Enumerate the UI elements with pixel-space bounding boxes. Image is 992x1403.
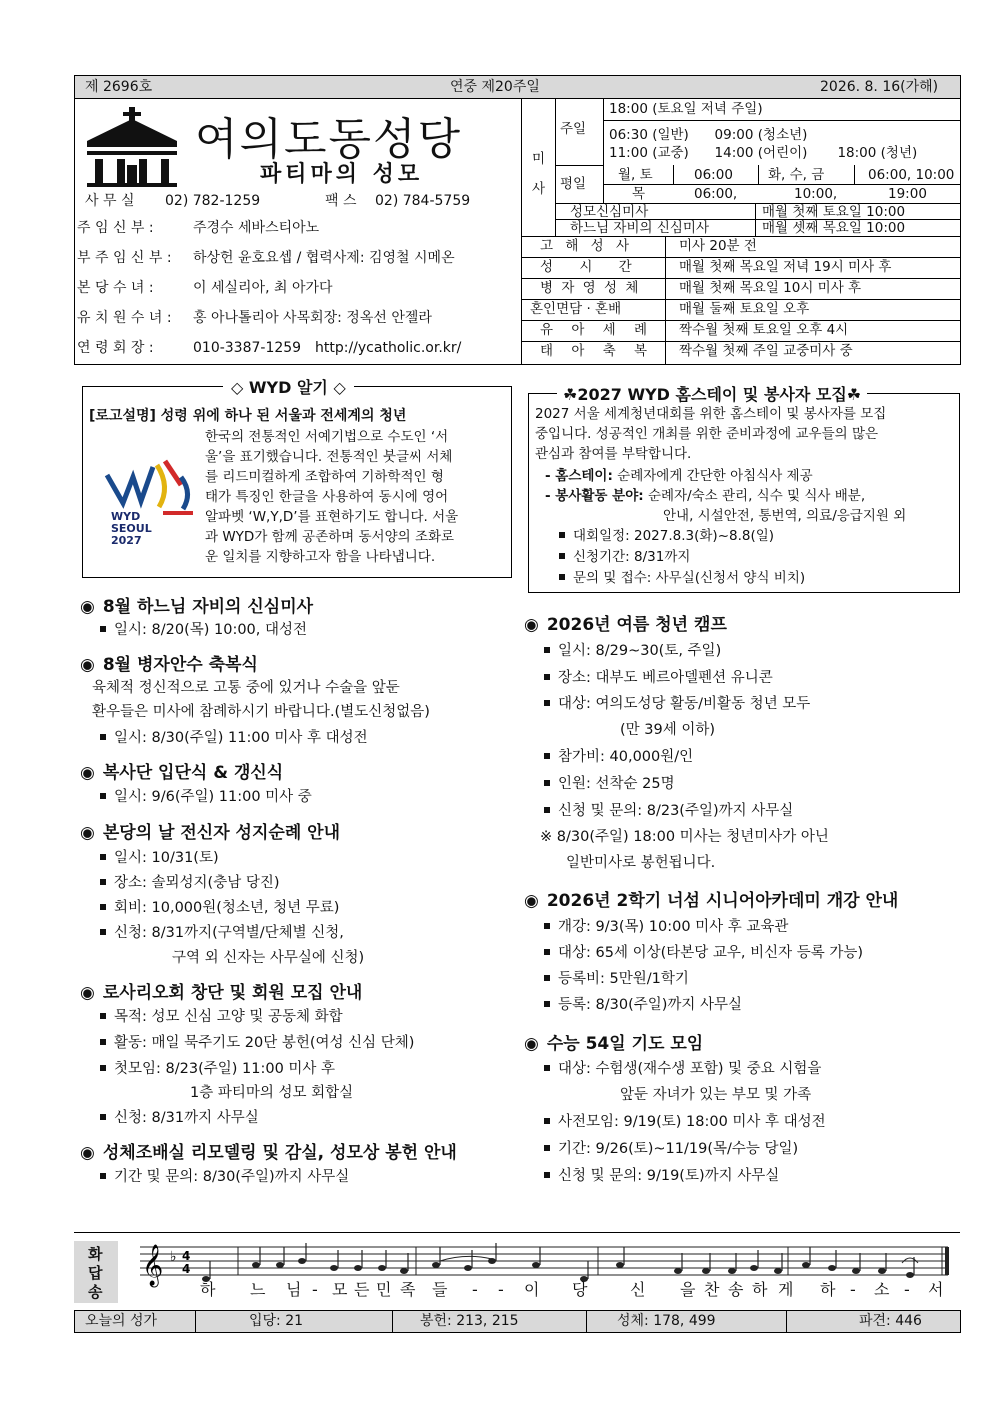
section-item: 대상: 65세 이상(타본당 교우, 비신자 등록 가능) — [544, 941, 863, 962]
section-item: 활동: 매일 묵주기도 20단 봉헌(여성 신심 단체) — [100, 1031, 414, 1052]
section-item: 대상: 수험생(재수생 포함) 및 중요 시험을 — [544, 1057, 821, 1078]
sacrament-time: 짝수월 첫째 토요일 오후 4시 — [679, 322, 849, 338]
psalm-lyrics: 하 느 님 - 모 든 민 족 들 - - 이 당 신 을 찬 송 하 게 하 - 소 - 서 — [200, 1280, 944, 1299]
section-item: 인원: 선착순 25명 — [544, 772, 675, 793]
staff-value: 010-3387-1259 — [193, 340, 302, 356]
section-title: ◉ 로사리오회 창단 및 회원 모집 안내 — [80, 983, 363, 1003]
staff-label: 유 치 원 수 녀 : — [77, 310, 172, 326]
wyd-text-line: 운 일치를 지향하고자 함을 나타냅니다. — [205, 549, 436, 565]
special-mass-name: 하느님 자비의 신심미사 — [570, 220, 709, 236]
staff-value: 주경수 세바스티아노 — [193, 220, 320, 236]
staff-label: 주 임 신 부 : — [77, 220, 154, 236]
section-title: ◉ 본당의 날 전신자 성지순례 안내 — [80, 823, 341, 843]
sacrament-time: 짝수월 첫째 주일 교중미사 중 — [679, 343, 853, 359]
psalm-area — [74, 1232, 960, 1309]
section-item: 대상: 여의도성당 활동/비활동 청년 모두 — [544, 692, 810, 713]
section-item: 사전모임: 9/19(토) 18:00 미사 후 대성전 — [544, 1110, 826, 1131]
section-title: ◉ 2026년 여름 청년 캠프 — [524, 615, 727, 635]
wyd-text-line: 알파벳 ‘W,Y,D’를 표현하기도 합니다. 서울 — [205, 509, 459, 525]
section-item: 신청: 8/31까지 사무실 — [100, 1106, 259, 1127]
section-title: ◉ 8월 하느님 자비의 신심미사 — [80, 597, 314, 617]
header-box — [74, 98, 961, 365]
hymn-recessional: 파견: 446 — [859, 1313, 922, 1329]
website-link[interactable]: http://ycatholic.or.kr/ — [315, 340, 462, 356]
weekday-days: 월, 토 — [618, 167, 653, 183]
svg-text:4: 4 — [182, 1249, 191, 1263]
section-item: 기간: 9/26(토)~11/19(목/수능 당일) — [544, 1137, 798, 1158]
section-item: 신청 및 문의: 8/23(주일)까지 사무실 — [544, 799, 793, 820]
section-item: 일시: 8/29~30(토, 주일) — [544, 639, 721, 660]
parish-subtitle: 파티마의 성모 — [260, 162, 424, 187]
mass-label: 미 사 — [532, 151, 546, 197]
homestay-box-title: ☘2027 WYD 홈스테이 및 봉사자 모집☘ — [557, 382, 867, 405]
section-item: 첫모임: 8/23(주일) 11:00 미사 후 — [100, 1057, 335, 1078]
sacrament-time: 미사 20분 전 — [679, 238, 757, 254]
wyd-logo-text: 2027 — [111, 534, 142, 547]
section-item-cont: 1층 파티마의 성모 회합실 — [190, 1085, 354, 1101]
section-note: ※ 8/30(주일) 18:00 미사는 청년미사가 아닌 — [540, 829, 829, 845]
homestay-bullet: 신청기간: 8/31까지 — [559, 549, 690, 566]
hymn-offertory: 봉헌: 213, 215 — [420, 1313, 519, 1329]
homestay-text: 중입니다. 성공적인 개최를 위한 준비과정에 교우들의 많은 — [535, 426, 879, 442]
staff-value: 하상헌 윤호요셉 / 협력사제: 김영철 시메온 — [193, 250, 455, 266]
hymn-communion: 성체: 178, 499 — [617, 1313, 716, 1329]
section-item: 장소: 대부도 베르아델펜션 유니콘 — [544, 666, 773, 687]
weekday-time: 19:00 — [888, 186, 927, 202]
sacrament-time: 매월 첫째 목요일 저녁 19시 미사 후 — [679, 259, 892, 275]
issue-date: 2026. 8. 16(가해) — [820, 79, 939, 95]
section-item: 장소: 솔뫼성지(충남 당진) — [100, 871, 280, 892]
section-item: 목적: 성모 신심 고양 및 공동체 화합 — [100, 1005, 343, 1026]
sacrament-name: 고 해 성 사 — [540, 238, 630, 254]
homestay-bullet: 문의 및 접수: 사무실(신청서 양식 비치) — [559, 570, 805, 587]
section-text: 환우들은 미사에 참례하시기 바랍니다.(별도신청없음) — [92, 704, 430, 720]
wyd-logo-text: WYD — [111, 510, 141, 523]
sunday-label: 주일 — [560, 121, 587, 137]
wyd-info-box — [82, 378, 512, 578]
section-item: 기간 및 문의: 8/30(주일)까지 사무실 — [100, 1165, 349, 1186]
staff-label: 본 당 수 녀 : — [77, 280, 154, 296]
sacrament-name: 혼인면담 · 혼배 — [530, 301, 622, 317]
psalm-label: 화 답 송 — [74, 1241, 118, 1303]
office-label: 사 무 실 — [85, 193, 135, 209]
section-item: 일시: 9/6(주일) 11:00 미사 중 — [100, 785, 312, 806]
section-item: 일시: 8/30(주일) 11:00 미사 후 대성전 — [100, 726, 368, 747]
section-title: ◉ 2026년 2학기 너섬 시니어아카데미 개강 안내 — [524, 891, 899, 911]
section-item: 등록비: 5만원/1학기 — [544, 967, 689, 988]
weekday-time: 06:00, — [694, 186, 738, 202]
staff-label: 부 주 임 신 부 : — [77, 250, 172, 266]
sacrament-name: 성 시 간 — [540, 259, 632, 275]
hymn-entrance: 입당: 21 — [249, 1313, 304, 1329]
section-item: 일시: 10/31(토) — [100, 846, 219, 867]
section-title: ◉ 8월 병자안수 축복식 — [80, 655, 258, 675]
svg-text:𝄞: 𝄞 — [142, 1245, 164, 1286]
homestay-text: 관심과 참여를 부탁합니다. — [535, 446, 692, 462]
sunday-mass-row: 11:00 (교중) 14:00 (어린이) 18:00 (청년) — [609, 145, 918, 161]
section-item: 신청: 8/31까지(구역별/단체별 신청, — [100, 921, 344, 942]
section-item-cont: 구역 외 신자는 사무실에 신청) — [172, 950, 365, 966]
fax-number: 02) 784-5759 — [375, 193, 471, 209]
wyd-box-heading: [로고설명] 성령 위에 하나 된 서울과 전세계의 청년 — [89, 408, 407, 424]
issue-number: 제 2696호 — [85, 79, 153, 95]
section-item: 신청 및 문의: 9/19(토)까지 사무실 — [544, 1164, 779, 1185]
homestay-box — [528, 385, 960, 593]
sunday-mass-row: 06:30 (일반) 09:00 (청소년) — [609, 127, 808, 143]
volunteer-item: - 봉사활동 분야: 순례자/숙소 관리, 식수 및 식사 배분, — [545, 488, 866, 504]
weekday-time: 06:00 — [694, 167, 733, 183]
weekday-time: 10:00, — [794, 186, 838, 202]
special-mass-time: 매월 첫째 토요일 10:00 — [762, 204, 906, 220]
wyd-text-line: 를 리드미컬하게 조합하여 기하학적인 형 — [205, 469, 444, 485]
wyd-text-line: 태가 특징인 한글을 사용하여 동시에 영어 — [205, 489, 449, 505]
homestay-item: - 홈스테이: 순례자에게 간단한 아침식사 제공 — [545, 468, 813, 484]
church-icon — [87, 107, 177, 187]
section-item: 참가비: 40,000원/인 — [544, 745, 693, 766]
wyd-text-line: 과 WYD가 함께 공존하며 동서양의 조화로 — [205, 529, 455, 545]
weekday-days: 화, 수, 금 — [768, 167, 825, 183]
mass-schedule — [521, 99, 961, 364]
liturgical-day: 연중 제20주일 — [450, 79, 540, 95]
section-note: 일반미사로 봉헌됩니다. — [566, 855, 716, 871]
sacrament-name: 병 자 영 성 체 — [540, 280, 639, 296]
weekday-days: 목 — [632, 186, 646, 202]
issue-bar — [74, 75, 961, 99]
sacrament-name: 태 아 축 복 — [540, 343, 648, 359]
weekday-label: 평일 — [560, 176, 587, 192]
section-item-cont: 앞둔 자녀가 있는 부모 및 가족 — [620, 1087, 812, 1103]
section-title: ◉ 성체조배실 리모델링 및 감실, 성모상 봉헌 안내 — [80, 1143, 457, 1163]
section-item: 일시: 8/20(목) 10:00, 대성전 — [100, 618, 307, 639]
sunday-mass-row: 18:00 (토요일 저녁 주일) — [609, 101, 763, 117]
hymn-label: 오늘의 성가 — [85, 1313, 158, 1329]
wyd-box-title: ◇ WYD 알기 ◇ — [223, 375, 354, 398]
hymn-bar — [74, 1310, 961, 1333]
section-text: 육체적 정신적으로 고통 중에 있거나 수술을 앞둔 — [92, 680, 400, 696]
volunteer-item-cont: 안내, 시설안전, 통번역, 의료/응급지원 외 — [663, 508, 907, 524]
homestay-text: 2027 서울 세계청년대회를 위한 홈스테이 및 봉사자를 모집 — [535, 406, 887, 422]
section-item: 회비: 10,000원(청소년, 청년 무료) — [100, 896, 339, 917]
weekday-time: 06:00, 10:00 — [868, 167, 955, 183]
staff-value: 이 세실리아, 최 아가다 — [193, 280, 333, 296]
section-title: ◉ 복사단 입단식 & 갱신식 — [80, 763, 284, 783]
section-item-cont: (만 39세 이하) — [620, 722, 716, 738]
homestay-bullet: 대회일정: 2027.8.3(화)~8.8(일) — [559, 528, 774, 545]
staff-value: 홍 아나톨리아 사목회장: 정옥선 안젤라 — [193, 310, 432, 326]
svg-text:4: 4 — [182, 1262, 191, 1276]
sacrament-time: 매월 첫째 목요일 10시 미사 후 — [679, 280, 862, 296]
wyd-text-line: 한국의 전통적인 서예기법으로 수도인 ‘서 — [205, 429, 449, 445]
staff-label: 연 령 회 장 : — [77, 340, 154, 356]
sacrament-name: 유 아 세 례 — [540, 322, 648, 338]
office-phone: 02) 782-1259 — [165, 193, 261, 209]
wyd-logo-text: SEOUL — [111, 522, 152, 535]
special-mass-name: 성모신심미사 — [570, 204, 649, 220]
svg-text:♭: ♭ — [170, 1249, 177, 1265]
section-title: ◉ 수능 54일 기도 모임 — [524, 1034, 704, 1054]
sacrament-time: 매월 둘째 토요일 오후 — [679, 301, 810, 317]
parish-name: 여의도동성당 — [195, 114, 463, 165]
section-item: 개강: 9/3(목) 10:00 미사 후 교육관 — [544, 915, 788, 936]
wyd-text-line: 울’을 표기했습니다. 전통적인 붓글씨 서체 — [205, 449, 453, 465]
section-item: 등록: 8/30(주일)까지 사무실 — [544, 993, 742, 1014]
special-mass-time: 매월 셋째 목요일 10:00 — [762, 220, 906, 236]
fax-label: 팩 스 — [325, 193, 357, 209]
